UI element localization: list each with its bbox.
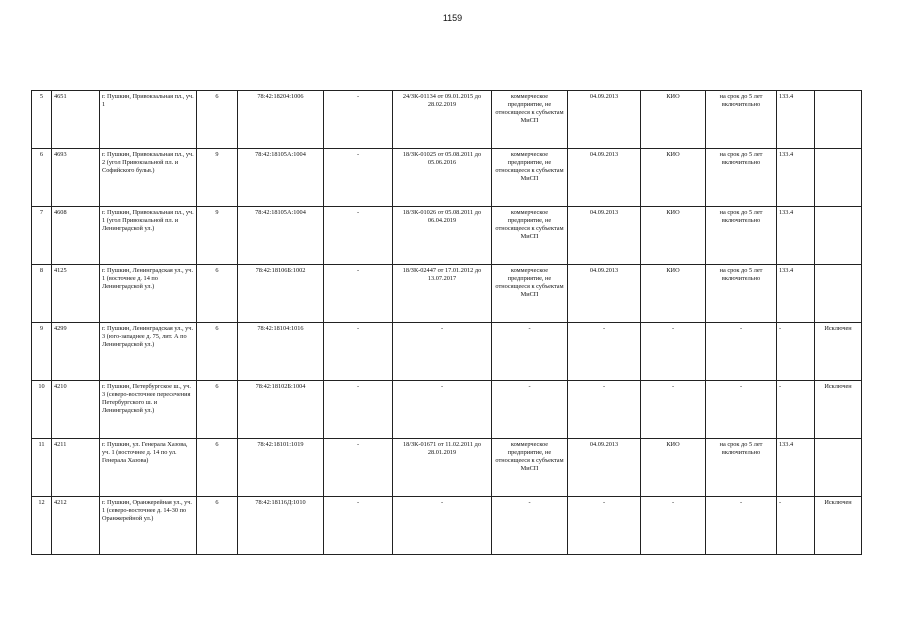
- date-cell: -: [568, 497, 641, 555]
- contract-cell: -: [393, 381, 492, 439]
- cadastral-number-cell: 78:42:18106Б:1002: [238, 265, 324, 323]
- address-cell: г. Пушкин, Привокзальная пл., уч. 2 (угол Привокзальной пл. и Софийского бульв.): [100, 149, 197, 207]
- tenant-cell: коммерческое предприятие, не относящееся к субъектам МиСП: [492, 265, 568, 323]
- dash-cell: -: [324, 207, 393, 265]
- tenant-cell: коммерческое предприятие, не относящееся к субъектам МиСП: [492, 91, 568, 149]
- status-cell: Исключен: [815, 323, 862, 381]
- term-cell: на срок до 5 лет включительно: [706, 91, 777, 149]
- status-cell: [815, 91, 862, 149]
- dash-cell: -: [324, 381, 393, 439]
- object-id: 4125: [52, 265, 100, 323]
- term-cell: на срок до 5 лет включительно: [706, 265, 777, 323]
- count-cell: 6: [197, 381, 238, 439]
- object-id: 4210: [52, 381, 100, 439]
- status-cell: [815, 265, 862, 323]
- cadastral-number-cell: 78:42:18105А:1004: [238, 149, 324, 207]
- status-cell: [815, 149, 862, 207]
- code-cell: -: [777, 323, 815, 381]
- table-row: [32, 323, 862, 381]
- tenant-cell: коммерческое предприятие, не относящееся к субъектам МиСП: [492, 439, 568, 497]
- tenant-cell: -: [492, 381, 568, 439]
- date-cell: 04.09.2013: [568, 207, 641, 265]
- organization-cell: КИО: [641, 439, 706, 497]
- row-number: 9: [32, 323, 52, 381]
- object-id: 4211: [52, 439, 100, 497]
- cadastral-number-cell: 78:42:18101:1019: [238, 439, 324, 497]
- organization-cell: -: [641, 381, 706, 439]
- tenant-cell: -: [492, 497, 568, 555]
- code-cell: -: [777, 497, 815, 555]
- count-cell: 6: [197, 497, 238, 555]
- code-cell: 133.4: [777, 207, 815, 265]
- row-number: 6: [32, 149, 52, 207]
- contract-cell: -: [393, 497, 492, 555]
- term-cell: на срок до 5 лет включительно: [706, 149, 777, 207]
- table-row: [32, 265, 862, 323]
- row-number: 7: [32, 207, 52, 265]
- organization-cell: КИО: [641, 207, 706, 265]
- code-cell: 133.4: [777, 149, 815, 207]
- date-cell: 04.09.2013: [568, 91, 641, 149]
- address-cell: г. Пушкин, Ленинградская ул., уч. 3 (юго-западнее д. 75, лит. А по Ленинградской ул.): [100, 323, 197, 381]
- code-cell: 133.4: [777, 265, 815, 323]
- code-cell: 133.4: [777, 439, 815, 497]
- row-number: 8: [32, 265, 52, 323]
- term-cell: -: [706, 323, 777, 381]
- address-cell: г. Пушкин, Привокзальная пл., уч. 1 (угол Привокзальной пл. и Ленинградской ул.): [100, 207, 197, 265]
- row-number: 5: [32, 91, 52, 149]
- date-cell: -: [568, 323, 641, 381]
- table-row: [32, 149, 862, 207]
- organization-cell: КИО: [641, 265, 706, 323]
- contract-cell: 18/ЗК-01025 от 05.08.2011 до 05.06.2016: [393, 149, 492, 207]
- object-id: 4608: [52, 207, 100, 265]
- term-cell: на срок до 5 лет включительно: [706, 439, 777, 497]
- count-cell: 9: [197, 207, 238, 265]
- dash-cell: -: [324, 323, 393, 381]
- address-cell: г. Пушкин, Петербургское ш., уч. 3 (северо-восточнее пересечения Петербургского ш. и Ленинградской ул.): [100, 381, 197, 439]
- cadastral-number-cell: 78:42:18105А:1004: [238, 207, 324, 265]
- dash-cell: -: [324, 265, 393, 323]
- code-cell: -: [777, 381, 815, 439]
- tenant-cell: коммерческое предприятие, не относящееся к субъектам МиСП: [492, 149, 568, 207]
- organization-cell: -: [641, 323, 706, 381]
- table-row: [32, 91, 862, 149]
- term-cell: -: [706, 381, 777, 439]
- date-cell: 04.09.2013: [568, 265, 641, 323]
- row-number: 11: [32, 439, 52, 497]
- dash-cell: -: [324, 149, 393, 207]
- cadastral-number-cell: 78:42:18204:1006: [238, 91, 324, 149]
- status-cell: [815, 207, 862, 265]
- cadastral-number-cell: 78:42:18102Б:1004: [238, 381, 324, 439]
- object-id: 4693: [52, 149, 100, 207]
- code-cell: 133.4: [777, 91, 815, 149]
- row-number: 12: [32, 497, 52, 555]
- dash-cell: -: [324, 497, 393, 555]
- contract-cell: 18/ЗК-01026 от 05.08.2011 до 06.04.2019: [393, 207, 492, 265]
- count-cell: 6: [197, 439, 238, 497]
- date-cell: 04.09.2013: [568, 439, 641, 497]
- table-row: [32, 207, 862, 265]
- organization-cell: КИО: [641, 149, 706, 207]
- count-cell: 6: [197, 91, 238, 149]
- address-cell: г. Пушкин, Привокзальная пл., уч. 1: [100, 91, 197, 149]
- organization-cell: -: [641, 497, 706, 555]
- dash-cell: -: [324, 91, 393, 149]
- cadastral-number-cell: 78:42:18116Д:1010: [238, 497, 324, 555]
- table-row: [32, 439, 862, 497]
- tenant-cell: -: [492, 323, 568, 381]
- address-cell: г. Пушкин, ул. Генерала Хазова, уч. 1 (восточнее д. 14 по ул. Генерала Хазова): [100, 439, 197, 497]
- tenant-cell: коммерческое предприятие, не относящееся к субъектам МиСП: [492, 207, 568, 265]
- row-number: 10: [32, 381, 52, 439]
- object-id: 4651: [52, 91, 100, 149]
- contract-cell: 24/ЗК-01134 от 09.01.2015 до 28.02.2019: [393, 91, 492, 149]
- term-cell: -: [706, 497, 777, 555]
- status-cell: Исключен: [815, 497, 862, 555]
- contract-cell: -: [393, 323, 492, 381]
- status-cell: Исключен: [815, 381, 862, 439]
- contract-cell: 18/ЗК-02447 от 17.01.2012 до 13.07.2017: [393, 265, 492, 323]
- page-number: 1159: [442, 13, 463, 23]
- date-cell: -: [568, 381, 641, 439]
- address-cell: г. Пушкин, Ленинградская ул., уч. 1 (восточнее д. 14 по Ленинградской ул.): [100, 265, 197, 323]
- dash-cell: -: [324, 439, 393, 497]
- table-row: [32, 381, 862, 439]
- cadastral-number-cell: 78:42:18104:1016: [238, 323, 324, 381]
- object-id: 4212: [52, 497, 100, 555]
- contract-cell: 18/ЗК-01671 от 11.02.2011 до 28.01.2019: [393, 439, 492, 497]
- status-cell: [815, 439, 862, 497]
- organization-cell: КИО: [641, 91, 706, 149]
- term-cell: на срок до 5 лет включительно: [706, 207, 777, 265]
- count-cell: 9: [197, 149, 238, 207]
- date-cell: 04.09.2013: [568, 149, 641, 207]
- count-cell: 6: [197, 323, 238, 381]
- table-row: [32, 497, 862, 555]
- data-table: [31, 90, 862, 555]
- object-id: 4299: [52, 323, 100, 381]
- table-body: [32, 91, 862, 555]
- address-cell: г. Пушкин, Оранжерейная ул., уч. 1 (северо-восточнее д. 14-30 по Оранжерейной ул.): [100, 497, 197, 555]
- count-cell: 6: [197, 265, 238, 323]
